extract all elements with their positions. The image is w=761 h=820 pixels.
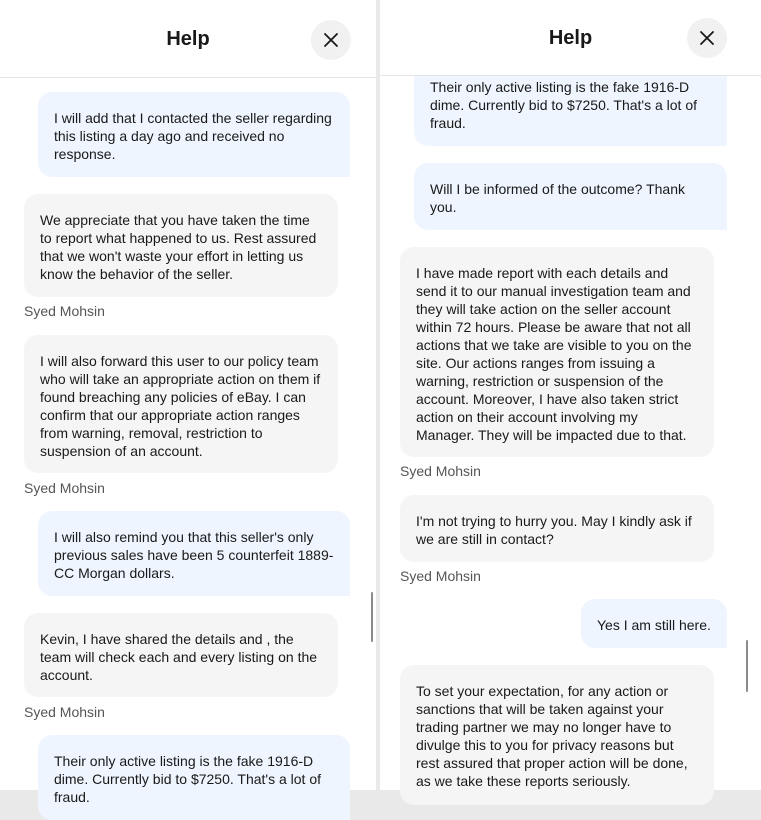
agent-message: Kevin, I have shared the details and , the team will check each and every listing on the account.: [24, 613, 338, 697]
agent-name: Syed Mohsin: [24, 704, 105, 720]
close-icon: [699, 30, 715, 46]
agent-name: Syed Mohsin: [24, 480, 105, 496]
agent-name: Syed Mohsin: [400, 463, 481, 479]
user-message: Yes I am still here.: [581, 599, 727, 648]
agent-name: Syed Mohsin: [24, 303, 105, 319]
chat-header: [0, 0, 376, 78]
close-icon: [323, 32, 339, 48]
chat-header: [380, 0, 761, 76]
agent-message: We appreciate that you have taken the time to report what happened to us. Rest assured that we won't waste your effort in letting us know the behavior of the seller.: [24, 194, 338, 297]
user-message: I will add that I contacted the seller regarding this listing a day ago and received no response.: [38, 92, 350, 177]
close-button[interactable]: [687, 18, 727, 58]
help-chat-panel-right: [380, 0, 761, 790]
help-chat-panel-left: [0, 0, 376, 805]
agent-message: I will also forward this user to our policy team who will take an appropriate action on them if found breaching any policies of eBay. I can confirm that our appropriate action ranges from warning, removal, restriction to suspension of an account.: [24, 335, 338, 473]
close-button[interactable]: [311, 20, 351, 60]
user-message: Their only active listing is the fake 1916-D dime. Currently bid to $7250. That's a lot of fraud.: [414, 60, 727, 146]
chat-title: Help: [166, 28, 210, 50]
scrollbar-thumb[interactable]: [746, 640, 748, 692]
scrollbar-thumb[interactable]: [371, 592, 373, 642]
agent-message: To set your expectation, for any action or sanctions that will be taken against your trading partner we may no longer have to divulge this to you for privacy reasons but rest assured that proper action will be done, as we take these reports seriously.: [400, 665, 714, 805]
user-message: Their only active listing is the fake 1916-D dime. Currently bid to $7250. That's a lot of fraud.: [38, 735, 350, 820]
chat-title: Help: [548, 27, 593, 49]
agent-name: Syed Mohsin: [400, 568, 481, 584]
agent-message: I have made report with each details and send it to our manual investigation team and they will take action on the seller account within 72 hours. Please be aware that not all actions that we take are visible to you on the site. Our actions ranges from issuing a warning, restriction or suspension of the account. Moreover, I have also taken strict action on their account involving my Manager. They will be impacted due to that.: [400, 247, 714, 457]
user-message: I will also remind you that this seller's only previous sales have been 5 counterfeit 1889-CC Morgan dollars.: [38, 511, 350, 596]
agent-message: I'm not trying to hurry you. May I kindly ask if we are still in contact?: [400, 495, 714, 562]
user-message: Will I be informed of the outcome? Thank you.: [414, 163, 727, 230]
